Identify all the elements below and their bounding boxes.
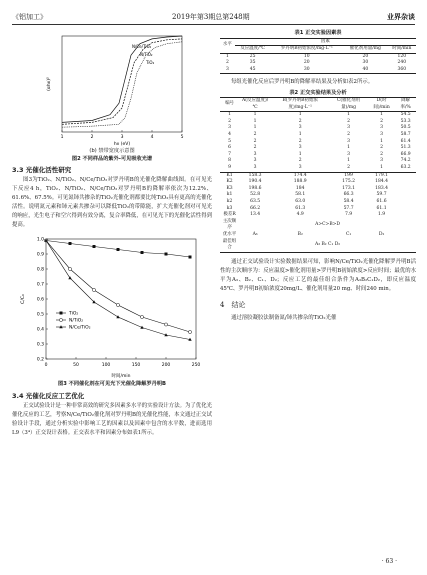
table-cell: 1 [253,112,257,118]
table-cell: 240 [397,60,407,66]
table-cell: 1 [347,112,351,118]
table-2-stat-row [220,192,416,199]
table-2-row [220,145,416,152]
table-cell: 3 [347,138,351,144]
table-cell: 1 [298,112,302,118]
journal-name: 《铝加工》 [12,13,47,21]
table-cell: 4 [228,132,231,138]
table-cell: 2 [347,118,351,124]
left-column [12,30,212,438]
table-cell: 2 [347,132,351,138]
table-cell: 主次顺序 [222,218,237,231]
data-point [189,255,192,258]
x-tick-label: 3 [120,135,124,140]
x-tick-label: 2 [90,135,94,140]
table-cell: 1 [298,151,302,157]
y-tick-label: 0.9 [36,252,44,258]
legend-label: N/TiO₂ [69,318,84,324]
data-point [69,242,72,245]
data-point [92,288,95,291]
table-cell: 53.3 [400,118,411,124]
table-cell [395,192,416,199]
table-cell: 2 [380,145,383,151]
table-cell: 54.5 [400,112,411,118]
table-cell: k2 [226,198,233,204]
x-tick-label: 5 [180,135,184,140]
y-tick-label: 0.7 [36,282,44,288]
table-cell: 6 [228,145,231,151]
section-3-3-heading: 3.3 光催化活性研究 [12,166,72,174]
issue-info: 2019年第3期总第248期 [172,13,250,21]
table-cell: 1 [253,118,257,124]
table-cell: 2 [380,118,383,124]
table-cell: D₂ [378,231,385,237]
table-cell: 184.4 [375,179,388,185]
table-cell: 4.9 [296,212,304,218]
table-2-row [220,165,416,172]
table-cell: 61.6 [376,198,387,204]
table-2-header: D(时间)/min [373,98,390,110]
x-tick-label: 1 [60,135,64,140]
table-2-row [220,158,416,165]
table-cell: 1 [380,165,383,170]
legend-label: TiO₂ [69,311,79,317]
table-cell: 61.3 [295,205,306,211]
legend-label: N/Ce/TiO₂ [69,325,91,331]
table-cell: 3 [253,151,257,157]
table-cell: 最佳组合 [222,238,237,251]
table-cell: 3 [253,158,257,164]
table-2-row [220,152,416,159]
header-rule [12,24,415,25]
table-1-header: 时间/min [392,46,412,52]
y-tick-label: 0.6 [36,297,44,303]
table-1-row [220,67,416,74]
table-cell: k3 [226,205,233,211]
table-2-row [220,139,416,146]
table-cell: 158.3 [248,172,262,178]
legend-marker [59,318,62,321]
table-cell: 3 [225,66,229,72]
table-cell: 175.2 [342,179,356,185]
x-tick-label: 100 [101,362,111,368]
table-1-group-header: 因素 [235,38,416,46]
table-cell: 30 [362,60,369,66]
table-cell: 63.2 [400,165,411,170]
table-cell: 20 [303,60,310,66]
band-gap-series-line [62,36,182,122]
data-point [141,251,144,254]
table-2-header: 降解率/% [400,98,411,110]
column-name: 业界杂谈 [387,13,415,21]
table-cell: 25 [249,53,256,59]
table-cell: K1 [226,172,233,178]
plot-frame [46,239,196,359]
plot-frame [62,36,182,132]
y-tick-label: 0.5 [36,312,44,318]
table-1-row [220,60,416,67]
page-number: · 63 · [381,558,397,565]
paragraph-analysis: 通过正交试验设计实验数据结果可知，影响N/Ce/TiO₂光催化降解罗丹明B活性的主次顺序为：反应温度>催化剂用量>罗丹明B初始浓度>反应时间；最优的水平为A₃、B₂、C₁、D₂；反应工艺的最佳组合条件为A₃B₂C₁D₂，即反应温度45℃、罗丹明B初始浓度20mg/L、催化剂用量20 mg、时间240 min。 [220,258,416,292]
table-cell: 74.2 [400,158,411,164]
section-4-heading: 4 结论 [220,301,246,310]
table-cell: 2 [228,118,231,124]
table-cell: 20 [362,53,369,59]
table-cell: 51.3 [400,145,411,151]
table-cell: 2 [347,165,351,170]
table-cell: 58.1 [295,192,306,198]
data-point [117,248,120,251]
table-cell: 3 [380,132,383,138]
y-tick-label: 0.4 [36,327,44,333]
table-cell: 10 [303,53,310,59]
x-axis-label: 时间/min [111,373,131,379]
table-2-best-row [220,232,416,239]
table-cell [395,172,416,179]
section-3-4-paragraph: 正交试验设计是一种非常高效的研究多因素多水平的实验设计方法。为了优化光催化反应的工艺，考察N/Ce/TiO₂催化剂对罗丹明B的光催化性能，本文通过正交试验设计手段，通过分析实验中影响工艺的因素以及因素中包含的水平数，进而选用L9（3⁴）正交设计表格。正交表水平和因素分布如表1所示。 [12,403,212,437]
band-gap-series-line [62,39,182,124]
table-cell: C₁ [345,231,352,237]
table-cell: 59.7 [376,192,387,198]
x-tick-label: 50 [73,362,79,368]
table-cell: 3 [228,125,231,131]
table-cell: A>C>B>D [315,222,341,228]
table-cell: 3 [298,125,302,131]
table-2 [220,97,416,253]
table-cell: 1 [225,53,229,59]
series-label: TiO₂ [146,60,155,65]
table-cell: 2 [225,60,229,66]
table-cell: 1 [380,112,383,118]
table-1-header: 罗丹明B初始浓度/mg·L⁻¹ [280,46,333,52]
table-cell: K3 [226,185,233,191]
y-tick-label: 0.2 [36,357,44,363]
table-cell: 120 [397,53,407,59]
table-cell: 52.8 [250,192,261,198]
x-tick-label: 4 [150,135,154,140]
table-1-header: 反应温度/℃ [240,46,265,52]
data-point [93,245,96,248]
table-cell: 66.3 [343,192,354,198]
table-cell: 3 [380,158,383,164]
table-cell: 2 [253,132,257,138]
table-2-row [220,119,416,126]
table-cell: 2 [380,151,383,157]
data-point [165,252,168,255]
running-header [12,12,415,24]
section-3-4-heading: 3.4 光催化反应工艺优化 [12,392,85,401]
table-cell: 183.4 [375,185,388,191]
table-2-title: 表2 正交实验结果及分析 [289,89,347,96]
y-axis-label: C/C₀ [21,293,26,304]
table-cell: 13.4 [250,212,261,218]
table-cell: 8 [228,158,231,164]
band-gap-chart [12,30,212,148]
table-cell: 7.9 [345,212,353,218]
figure-2-caption: 图2 不同样品的紫外-可见吸收光谱 [71,155,153,162]
table-2-stat-row [220,179,416,186]
table-2-order-row [220,219,416,232]
table-cell: 198.6 [248,185,262,191]
table-cell: 1 [347,145,351,151]
table-cell: 3 [298,165,302,170]
table-2-row [220,132,416,139]
figure-3 [12,235,212,381]
table-cell [395,199,416,206]
table-2-header: B(罗丹明B初始浓度)/mg·L⁻¹ [282,98,318,110]
table-cell: 45 [249,66,256,72]
table-cell: k1 [226,192,233,198]
table-cell: 1 [347,158,351,164]
table-cell [395,212,416,219]
table-cell: 63.5 [250,198,261,204]
table-cell: A₃ [252,231,258,237]
y-tick-label: 0.3 [36,342,44,348]
table-2-row [220,112,416,119]
table-cell: 3 [380,125,383,131]
table-1-title: 表1 正交实验因素表 [294,30,342,36]
table-cell [395,232,416,239]
x-tick-label: 200 [161,362,171,368]
table-2-header: A(反应温度)/℃ [241,98,269,110]
table-cell: 优水平 [222,231,237,237]
table-cell: 184 [295,185,305,191]
table-cell: 58.4 [343,198,354,204]
table-cell: 3 [298,145,302,151]
table-cell: 35 [249,60,256,66]
table-cell: 9 [228,165,231,170]
series-label: N/TiO₂ [140,52,153,57]
x-axis-label: hν (eV) [113,142,131,147]
data-point [116,303,119,306]
table-cell: 2 [253,138,257,144]
table-cell: 2 [253,145,257,151]
table-cell [395,179,416,186]
table-2-stat-row [220,199,416,206]
table-cell: 179.1 [375,172,388,178]
series-label: N/Ce/TiO₂ [132,44,152,49]
table-cell: 5 [228,138,231,144]
table-cell: 1 [298,132,302,138]
x-tick-label: 250 [191,362,201,368]
figure-2b [12,30,212,148]
data-point [188,330,191,333]
paragraph-table-2-intro: 每组光催化反应后罗丹明B的降解率结果及分析如表2所示。 [231,79,374,86]
table-cell [395,186,416,193]
table-cell: 1 [253,125,257,131]
right-column [220,30,416,323]
table-cell: 61.4 [400,138,411,144]
table-2-header: 编号 [225,101,235,107]
table-cell: A₃ B₂ C₁ D₂ [315,241,341,247]
x-tick-label: 150 [131,362,141,368]
table-cell: 2 [298,138,302,144]
table-cell: 40 [362,66,369,72]
table-1-level-header: 水平 [220,38,235,53]
table-cell: 50.5 [400,125,411,131]
table-cell: 188.9 [293,179,307,185]
table-cell: 1 [228,112,231,118]
table-cell: 1.9 [377,212,386,218]
table-2-combo-row [220,239,416,253]
table-cell: 63.0 [295,198,306,204]
section-3-3-paragraph: 图3为TiO₂、N/TiO₂、N/Ce/TiO₂对罗丹明B的光催化降解曲线图。在可见光下反应4 h，TiO₂、N/TiO₂、N/Ce/TiO₂对罗丹明B的降解率依次为12.2%、61.6%、67.5%。可见氮铈共掺杂的TiO₂光催化剂都要比纯TiO₂具有更高的光催化活性。说明氮元素和铈元素共掺杂可以降低TiO₂的带隙能，扩大光催化剂对可见光的响应，光生电子和空穴得到有效分离，复合率降低，在可见光下的光催化活性得到提高。 [12,177,212,229]
degradation-chart [12,235,212,381]
table-2-row [220,125,416,132]
table-cell: 2 [298,158,302,164]
table-cell: B₂ [297,231,303,237]
table-cell: 66.9 [400,151,411,157]
degradation-series-line [46,240,190,339]
table-cell: 1 [380,138,383,144]
table-cell: K2 [226,179,233,185]
data-point [116,315,119,318]
table-cell: 57.7 [343,205,354,211]
table-cell: 极差R [223,212,236,218]
table-cell: 173.1 [342,185,356,191]
data-point [140,315,143,318]
table-cell: 199 [344,172,353,178]
table-cell: 174.4 [293,172,307,178]
table-cell: 61.1 [376,205,387,211]
table-1 [220,38,416,75]
table-cell: 30 [303,66,310,72]
table-cell: 3 [347,125,351,131]
table-cell: 190.4 [248,179,262,185]
table-cell: 7 [228,151,231,157]
figure-2b-panel-label: (b) 禁带宽度示意图 [89,148,135,154]
y-tick-label: 1.0 [36,237,44,243]
table-cell: 66.2 [250,205,261,211]
table-cell [395,206,416,213]
table-cell: 3 [253,165,257,170]
legend-marker [60,311,63,314]
band-gap-series-line [62,42,182,127]
table-cell: 58.7 [400,132,411,138]
section-4-paragraph: 通过溶胶凝胶法制备氮/铈共掺杂的TiO₂光催 [231,315,337,322]
table-cell: 2 [298,118,302,124]
figure-3-caption: 图3 不同催化剂在可见光下光催化降解罗丹明B [58,380,166,387]
x-tick-label: 0 [44,362,48,368]
table-2-stat-row [220,212,416,219]
table-2-header: C(催化剂用量)/mg [336,98,361,110]
y-tick-label: 0.8 [36,267,44,273]
table-cell: 360 [397,66,407,72]
data-point [68,267,71,270]
data-point [164,322,167,325]
y-axis-label: (αhν)² [47,77,52,91]
table-1-header: 催化剂用量/mg [349,46,381,52]
table-cell: 3 [347,151,351,157]
